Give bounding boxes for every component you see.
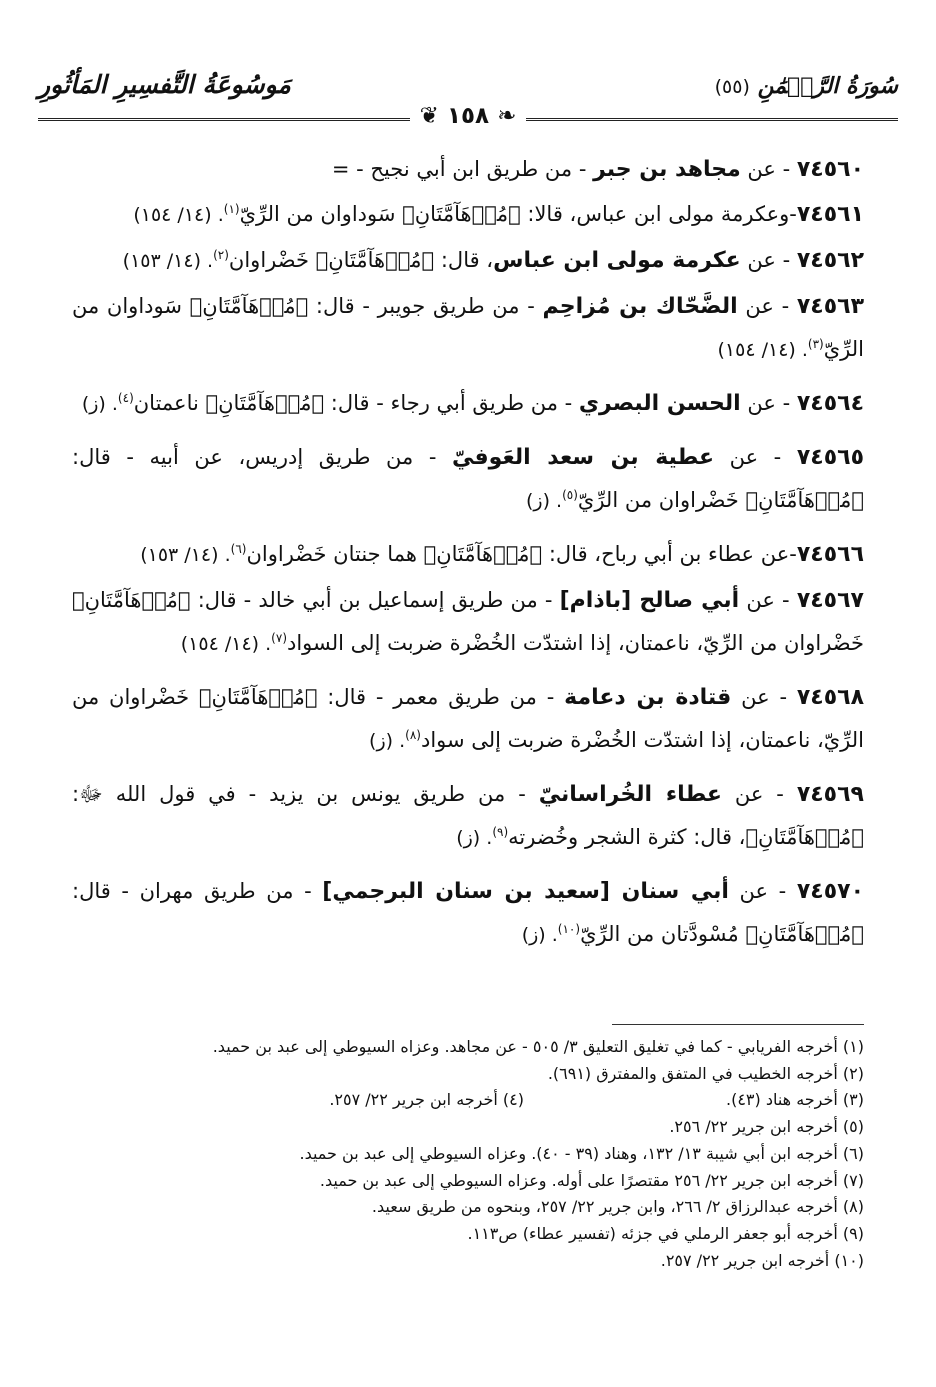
volume-reference: . (ز)	[369, 730, 406, 752]
narrator-name: مجاهد بن جبر	[593, 157, 741, 182]
entry-text: - من طريق مهران - قال:	[72, 879, 312, 903]
entry-lead: - عن	[734, 782, 784, 806]
volume-reference: . (ز)	[456, 827, 493, 849]
entry-lead: - عن	[741, 685, 788, 709]
footnote-marker[interactable]: (٤)	[117, 391, 134, 405]
entry-lead: - عن	[746, 588, 790, 612]
entry-text: - من طريق يونس بن يزيد - في قول الله ﷻ:	[72, 782, 526, 806]
entry-74562	[72, 239, 864, 283]
page-number: ❦ ١٥٨ ❧	[410, 103, 527, 129]
narrator-name: عكرمة مولى ابن عباس	[493, 248, 741, 273]
entry-74564	[72, 382, 864, 426]
narrator-name: الحسن البصري	[578, 391, 741, 416]
entry-explanation: ناعمتان	[133, 391, 199, 415]
volume-reference: . (ز)	[81, 393, 118, 415]
entry-text: - من طريق ابن أبي نجيح - =	[331, 157, 587, 181]
volume-reference: . (١٤/ ١٥٤)	[180, 633, 272, 655]
entry-74560	[72, 148, 864, 191]
volume-reference: . (١٤/ ١٥٣)	[140, 544, 231, 566]
footnote-separator	[612, 1024, 864, 1025]
surah-name: سُورَةُ الرَّحۡمَٰنِ	[757, 74, 898, 99]
volume-reference: . (ز)	[521, 924, 558, 946]
entry-number: ٧٤٥٦٩	[796, 782, 864, 807]
entry-lead: - عن	[745, 294, 790, 318]
page-body	[72, 148, 864, 959]
entry-number: ٧٤٥٦٣	[796, 294, 864, 319]
page-number-block	[0, 103, 936, 129]
quran-quote: ﴿مُدۡهَآمَّتَانِ﴾	[423, 542, 543, 566]
volume-reference: . (١٤/ ١٥٣)	[122, 250, 214, 272]
entry-text: عن عطاء بن أبي رباح، قال:	[548, 542, 790, 566]
book-title: مَوسُوعَةُ التَّفسِيرِ المَأثُورِ	[38, 70, 291, 99]
entry-explanation: خَضْراوان من الرِّيّ، ناعمتان، إذا اشتدّت الخُضْرة ضربت إلى السواد	[287, 631, 864, 655]
entry-lead: -	[789, 542, 797, 566]
footnote-9: (٩) أخرجه أبو جعفر الرملي في جزئه (تفسير عطاء) ص١١٣.	[467, 1223, 864, 1243]
entry-lead: - عن	[747, 391, 791, 415]
footnote-6: (٦) أخرجه ابن أبي شيبة ١٣/ ١٣٢، وهناد (٣٩ - ٤٠). وعزاه السيوطي إلى عبد بن حميد.	[299, 1143, 864, 1163]
footnote-row-3-4	[72, 1087, 864, 1114]
surah-number: (٥٥)	[714, 76, 750, 98]
surah-header	[715, 74, 898, 99]
volume-reference: . (ز)	[525, 490, 563, 512]
footnote-marker[interactable]: (٣)	[807, 337, 824, 351]
entry-lead: - عن	[729, 445, 782, 469]
quran-quote: ﴿مُدۡهَآمَّتَانِ﴾	[72, 588, 191, 612]
quran-quote: ﴿مُدۡهَآمَّتَانِ﴾	[745, 488, 864, 512]
footnote-5: (٥) أخرجه ابن جرير ٢٢/ ٢٥٦.	[669, 1117, 864, 1137]
footnote-marker[interactable]: (٩)	[492, 825, 509, 839]
narrator-name: أبي سنان [سعيد بن سنان البرجمي]	[322, 879, 729, 904]
entry-number: ٧٤٥٧٠	[796, 879, 865, 904]
entry-74561	[72, 193, 864, 237]
entry-text: وعكرمة مولى ابن عباس، قالا:	[527, 202, 790, 226]
entry-explanation: سَوداوان من الرِّيّ	[239, 202, 396, 226]
footnote-1: (١) أخرجه الفريابي - كما في تغليق التعليق ٣/ ٥٠٥ - عن مجاهد. وعزاه السيوطي إلى عبد بن حميد.	[212, 1037, 864, 1056]
entry-74570	[72, 870, 864, 957]
quran-quote: ﴿مُدۡهَآمَّتَانِ﴾	[189, 294, 309, 318]
footnote-marker[interactable]: (١)	[223, 202, 240, 216]
entry-text: - من طريق أبي رجاء - قال:	[330, 391, 573, 415]
quran-quote: ﴿مُدۡهَآمَّتَانِ﴾	[745, 825, 864, 849]
entry-explanation: خَضْراوان من الرِّيّ	[577, 488, 739, 512]
entry-74569	[72, 773, 864, 860]
entry-text: - من طريق معمر - قال:	[327, 685, 555, 709]
entry-number: ٧٤٥٦٤	[796, 391, 864, 416]
entry-lead: -	[789, 202, 797, 226]
entry-number: ٧٤٥٦٢	[796, 248, 864, 273]
entry-text: ، قال:	[440, 248, 494, 272]
footnote-10: (١٠) أخرجه ابن جرير ٢٢/ ٢٥٧.	[660, 1250, 864, 1270]
entry-explanation: خَضْراوان	[228, 248, 309, 272]
quran-quote: ﴿مُدۡهَآمَّتَانِ﴾	[205, 391, 325, 415]
entry-74568	[72, 676, 864, 763]
volume-reference: . (١٤/ ١٥٤)	[717, 339, 808, 361]
entry-lead: - عن	[747, 248, 791, 272]
entry-74563	[72, 285, 864, 372]
quran-quote: ﴿مُدۡهَآمَّتَانِ﴾	[315, 248, 435, 272]
footnote-marker[interactable]: (٨)	[405, 728, 421, 742]
footnote-marker[interactable]: (١٠)	[557, 922, 581, 936]
footnote-7: (٧) أخرجه ابن جرير ٢٢/ ٢٥٦ مقتصرًا على أوله. وعزاه السيوطي إلى عبد بن حميد.	[319, 1170, 864, 1190]
entry-number: ٧٤٥٦٨	[796, 685, 864, 710]
quran-quote: ﴿مُدۡهَآمَّتَانِ﴾	[402, 202, 521, 226]
narrator-name: عطية بن سعد العَوفيّ	[452, 445, 714, 470]
quran-quote: ﴿مُدۡهَآمَّتَانِ﴾	[745, 922, 864, 946]
entry-number: ٧٤٥٦٦	[796, 542, 864, 567]
entry-explanation: ، قال: كثرة الشجر وخُضرته	[508, 825, 746, 849]
entry-explanation: هما جنتان خَضْراوان	[246, 542, 417, 566]
entry-explanation: خَضْراوان من الرِّيّ، ناعمتان، إذا اشتدّت الخُضْرة ضربت إلى سواد	[72, 685, 864, 752]
entry-74567	[72, 579, 864, 666]
entry-text: - من طريق إسماعيل بن أبي خالد - قال:	[197, 588, 553, 612]
entry-text: - من طريق جويبر - قال:	[315, 294, 535, 318]
entry-number: ٧٤٥٦٧	[796, 588, 864, 613]
entry-lead: - عن	[739, 879, 787, 903]
footnote-2: (٢) أخرجه الخطيب في المتفق والمفترق (٦٩١).	[547, 1063, 864, 1083]
footnote-marker[interactable]: (٢)	[213, 248, 229, 262]
footnote-marker[interactable]: (٦)	[230, 542, 247, 556]
volume-reference: . (١٤/ ١٥٤)	[133, 204, 224, 226]
narrator-name: قتادة بن دعامة	[564, 685, 732, 710]
quran-quote: ﴿مُدۡهَآمَّتَانِ﴾	[198, 685, 318, 709]
narrator-name: الضَّحّاك بن مُزاحِم	[542, 294, 738, 319]
narrator-name: أبي صالح [باذام]	[559, 588, 740, 613]
entry-lead: - عن	[747, 157, 791, 181]
footnote-marker[interactable]: (٧)	[271, 631, 287, 645]
entry-explanation: مُسْودَّتان من الرِّيّ	[580, 922, 739, 946]
entry-74566	[72, 533, 864, 577]
entry-number: ٧٤٥٦١	[796, 202, 864, 227]
footnote-marker[interactable]: (٥)	[562, 488, 578, 502]
entry-number: ٧٤٥٦٠	[796, 157, 864, 182]
footnote-3: (٣) أخرجه هناد (٤٣).	[726, 1090, 864, 1110]
narrator-name: عطاء الخُراسانيّ	[538, 782, 722, 807]
entry-74565	[72, 436, 864, 523]
entry-text: - من طريق إدريس، عن أبيه - قال:	[72, 445, 437, 469]
footnotes	[72, 1034, 864, 1274]
footnote-4: (٤) أخرجه ابن جرير ٢٢/ ٢٥٧.	[329, 1090, 524, 1110]
entry-explanation: سَوداوان من الرِّيّ	[72, 294, 864, 361]
footnote-8: (٨) أخرجه عبدالرزاق ٢/ ٢٦٦، وابن جرير ٢٢/ ٢٥٧، وبنحوه من طريق سعيد.	[371, 1197, 864, 1217]
entry-number: ٧٤٥٦٥	[796, 445, 864, 470]
